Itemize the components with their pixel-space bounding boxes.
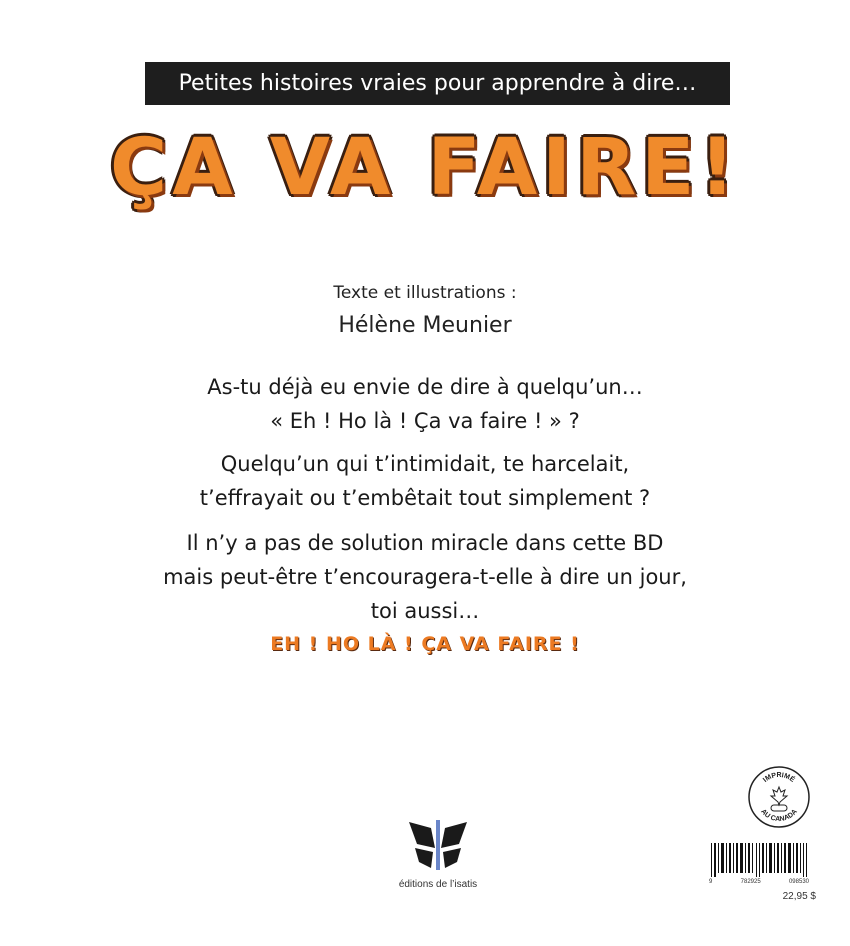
blurb-line: As-tu déjà eu envie de dire à quelqu’un… (207, 375, 643, 399)
blurb-line: t’effrayait ou t’embêtait tout simplement ? (199, 486, 651, 510)
barcode-digit-group: 098530 (788, 879, 809, 885)
blurb-line: mais peut-être t’encouragera-t-elle à dire un jour, (163, 565, 687, 589)
seal-top-text: IMPRIMÉ (762, 772, 796, 784)
book-title: ÇA VA FAIRE! (110, 123, 740, 213)
price-label: 22,95 $ (782, 891, 816, 902)
publisher-name: éditions de l’isatis (398, 879, 478, 890)
catchphrase: EH ! HO LÀ ! ÇA VA FAIRE ! (270, 633, 580, 655)
barcode-digits (709, 879, 809, 885)
blurb-paragraph-1 (0, 370, 850, 438)
blurb-line: « Eh ! Ho là ! Ça va faire ! » ? (270, 409, 580, 433)
barcode-icon (709, 843, 809, 877)
credits-label: Texte et illustrations : (333, 283, 517, 303)
blurb-paragraph-3 (0, 526, 850, 628)
blurb-paragraph-2 (0, 447, 850, 515)
blurb-line: Quelqu’un qui t’intimidait, te harcelait, (220, 452, 630, 476)
printed-in-canada-seal (747, 765, 811, 829)
barcode-digit-group: 9 (709, 879, 713, 885)
barcode-digit-group: 782925 (740, 879, 761, 885)
seal-bottom-text: AU CANADA (759, 808, 799, 824)
blurb-line: toi aussi… (370, 599, 480, 623)
isatis-logo-icon (405, 818, 471, 872)
author-name: Hélène Meunier (338, 313, 512, 338)
banner-text: Petites histoires vraies pour apprendre à dire… (178, 71, 697, 96)
blurb-line: Il n’y a pas de solution miracle dans cette BD (186, 531, 664, 555)
top-banner (145, 62, 730, 105)
